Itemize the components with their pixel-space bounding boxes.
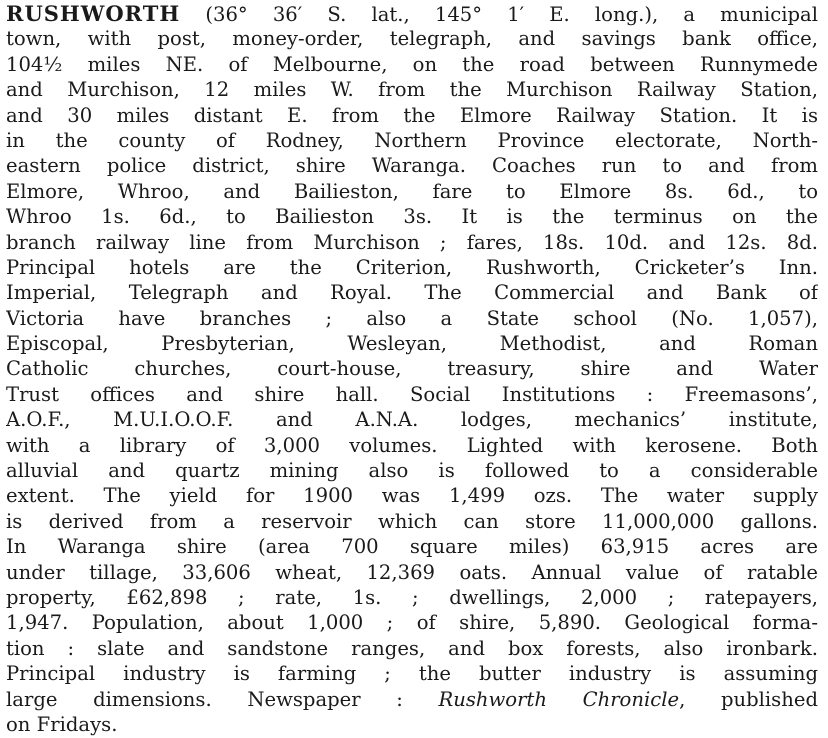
entry-line: in the county of Rodney, Northern Province electorate, North-: [6, 128, 818, 152]
gazetteer-entry: [6, 1, 818, 737]
entry-line-1: [6, 1, 818, 26]
entry-line: and Murchison, 12 miles W. from the Murchison Railway Station,: [6, 78, 818, 102]
entry-line: Whroo 1s. 6d., to Bailieston 3s. It is the terminus on the: [6, 205, 818, 229]
entry-line: alluvial and quartz mining also is followed to a considerable: [6, 459, 818, 483]
entry-line: Episcopal, Presbyterian, Wesleyan, Methodist, and Roman: [6, 332, 818, 356]
entry-line: Trust offices and shire hall. Social Institutions : Freemasons’,: [6, 382, 818, 406]
entry-line: 104½ miles NE. of Melbourne, on the road between Runnymede: [6, 52, 818, 76]
entry-line: branch railway line from Murchison ; fares, 18s. 10d. and 12s. 8d.: [6, 230, 818, 254]
entry-line: Principal hotels are the Criterion, Rushworth, Cricketer’s Inn.: [6, 255, 818, 279]
entry-line: 1,947. Population, about 1,000 ; of shire, 5,890. Geological forma-: [6, 611, 818, 635]
entry-line: with a library of 3,000 volumes. Lighted with kerosene. Both: [6, 433, 818, 457]
entry-line: town, with post, money-order, telegraph, and savings bank office,: [6, 27, 818, 51]
entry-line: under tillage, 33,606 wheat, 12,369 oats. Annual value of ratable: [6, 560, 818, 584]
entry-line: Victoria have branches ; also a State school (No. 1,057),: [6, 306, 818, 330]
entry-line: property, £62,898 ; rate, 1s. ; dwellings, 2,000 ; ratepayers,: [6, 585, 818, 609]
entry-line: is derived from a reservoir which can store 11,000,000 gallons.: [6, 509, 818, 533]
entry-line: extent. The yield for 1900 was 1,499 ozs. The water supply: [6, 484, 818, 508]
entry-line: Catholic churches, court-house, treasury, shire and Water: [6, 357, 818, 381]
entry-line-newspaper: [6, 687, 818, 712]
newspaper-title: Rushworth Chronicle: [438, 687, 680, 711]
entry-line: Elmore, Whroo, and Bailieston, fare to Elmore 8s. 6d., to: [6, 179, 818, 203]
entry-line: In Waranga shire (area 700 square miles) 63,915 acres are: [6, 535, 818, 559]
entry-line: tion : slate and sandstone ranges, and box forests, also ironbark.: [6, 636, 818, 660]
entry-last-line: on Fridays.: [6, 712, 118, 736]
newspaper-trail-text: , published: [679, 687, 818, 711]
entry-line-1-text: (36° 36′ S. lat., 145° 1′ E. long.), a municipal: [180, 3, 818, 26]
entry-line: Imperial, Telegraph and Royal. The Commercial and Bank of: [6, 281, 818, 305]
entry-line: and 30 miles distant E. from the Elmore Railway Station. It is: [6, 103, 818, 127]
entry-line: Principal industry is farming ; the butter industry is assuming: [6, 662, 818, 686]
headword: RUSHWORTH: [6, 1, 181, 26]
entry-line: eastern police district, shire Waranga. Coaches run to and from: [6, 154, 818, 178]
newspaper-lead-text: large dimensions. Newspaper :: [6, 687, 439, 711]
entry-line: A.O.F., M.U.I.O.O.F. and A.N.A. lodges, mechanics’ institute,: [6, 408, 818, 432]
